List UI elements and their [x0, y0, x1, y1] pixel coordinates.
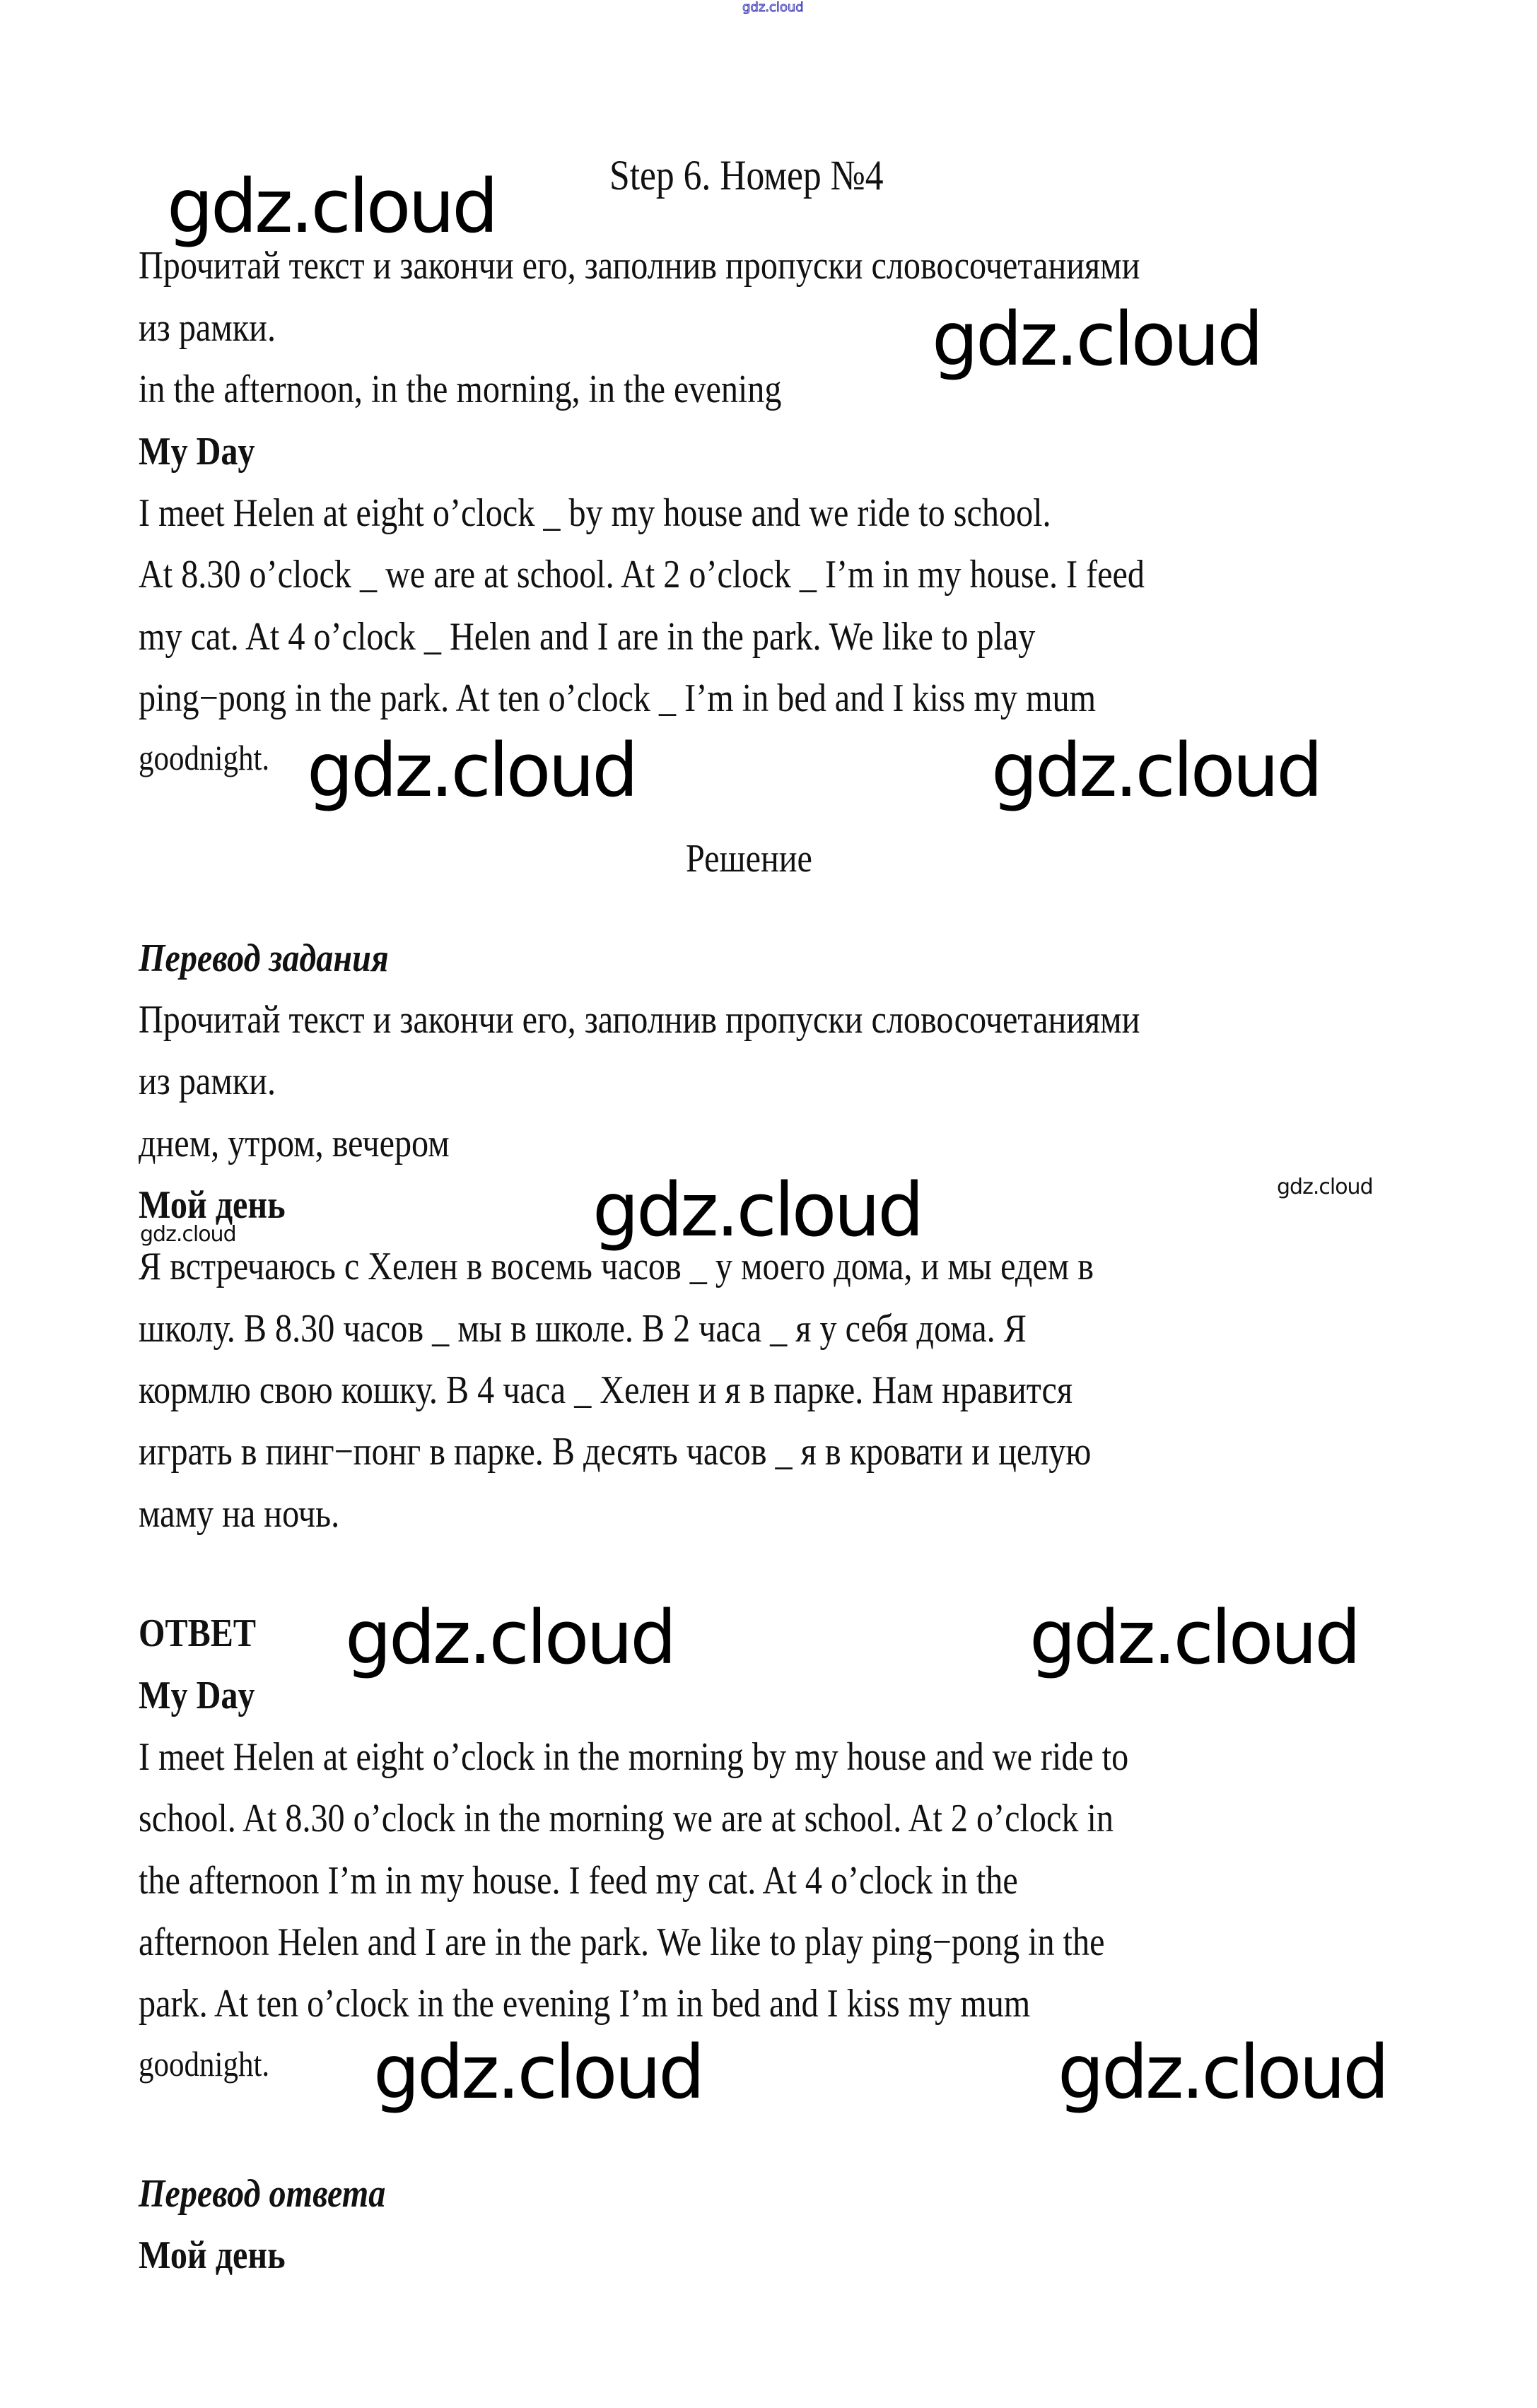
watermark: gdz.cloud — [991, 727, 1321, 814]
page-title: Step 6. Номер №4 — [609, 152, 884, 199]
translation-instruction-line-1: Прочитай текст и закончи его, заполнив пропуски словосочетаниями — [139, 998, 1140, 1042]
task-instruction-line-1: Прочитай текст и закончи его, заполнив пропуски словосочетаниями — [139, 244, 1140, 288]
watermark: gdz.cloud — [345, 1594, 674, 1681]
watermark: gdz.cloud — [1058, 2029, 1387, 2115]
task-text-line: I meet Helen at eight o’clock _ by my house and we ride to school. — [139, 491, 1051, 535]
header-watermark: gdz.cloud — [742, 0, 804, 15]
answer-text-line: the afternoon I’m in my house. I feed my cat. At 4 o’clock in the — [139, 1859, 1018, 1903]
watermark-small: gdz.cloud — [140, 1222, 236, 1247]
task-text-line: ping−pong in the park. At ten o’clock _ I’m in bed and I kiss my mum — [139, 676, 1097, 720]
translation-text-line: школу. В 8.30 часов _ мы в школе. В 2 часа _ я у себя дома. Я — [139, 1307, 1027, 1351]
task-text-title: My Day — [139, 430, 255, 474]
answer-text-line: park. At ten o’clock in the evening I’m in bed and I kiss my mum — [139, 1982, 1031, 2026]
answer-text-line: afternoon Helen and I are in the park. We like to play ping−pong in the — [139, 1920, 1105, 1964]
answer-translation-heading: Перевод ответа — [139, 2172, 386, 2216]
watermark: gdz.cloud — [373, 2029, 703, 2115]
task-text-line: my cat. At 4 o’clock _ Helen and I are in the park. We like to play — [139, 615, 1036, 659]
task-text-line: goodnight. — [139, 738, 270, 777]
watermark-small: gdz.cloud — [1277, 1175, 1373, 1199]
translation-text-line: кормлю свою кошку. В 4 часа _ Хелен и я в парке. Нам нравится — [139, 1368, 1073, 1412]
translation-word-box: днем, утром, вечером — [139, 1122, 450, 1165]
translation-text-line: маму на ночь. — [139, 1492, 340, 1536]
translation-instruction-line-2: из рамки. — [139, 1059, 276, 1103]
watermark: gdz.cloud — [307, 727, 636, 814]
answer-text-line: school. At 8.30 o’clock in the morning we are at school. At 2 o’clock in — [139, 1797, 1114, 1840]
task-word-box: in the afternoon, in the morning, in the evening — [139, 368, 782, 411]
translation-text-line: играть в пинг−понг в парке. В десять часов _ я в кровати и целую — [139, 1430, 1092, 1474]
task-text-line: At 8.30 o’clock _ we are at school. At 2 o’clock _ I’m in my house. I feed — [139, 553, 1145, 597]
task-instruction-line-2: из рамки. — [139, 306, 276, 350]
answer-heading: ОТВЕТ — [139, 1611, 256, 1655]
translation-text-line: Я встречаюсь с Хелен в восемь часов _ у моего дома, и мы едем в — [139, 1245, 1094, 1288]
translation-text-title: Мой день — [139, 1183, 286, 1227]
translation-task-heading: Перевод задания — [139, 936, 389, 980]
watermark: gdz.cloud — [167, 163, 496, 249]
watermark: gdz.cloud — [932, 296, 1261, 382]
answer-text-line: goodnight. — [139, 2044, 270, 2084]
answer-translation-text-title: Мой день — [139, 2233, 286, 2277]
answer-text-line: I meet Helen at eight o’clock in the morning by my house and we ride to — [139, 1735, 1129, 1779]
answer-text-title: My Day — [139, 1674, 255, 1717]
watermark: gdz.cloud — [1029, 1594, 1359, 1681]
solution-heading: Решение — [686, 837, 812, 881]
watermark: gdz.cloud — [592, 1167, 922, 1253]
